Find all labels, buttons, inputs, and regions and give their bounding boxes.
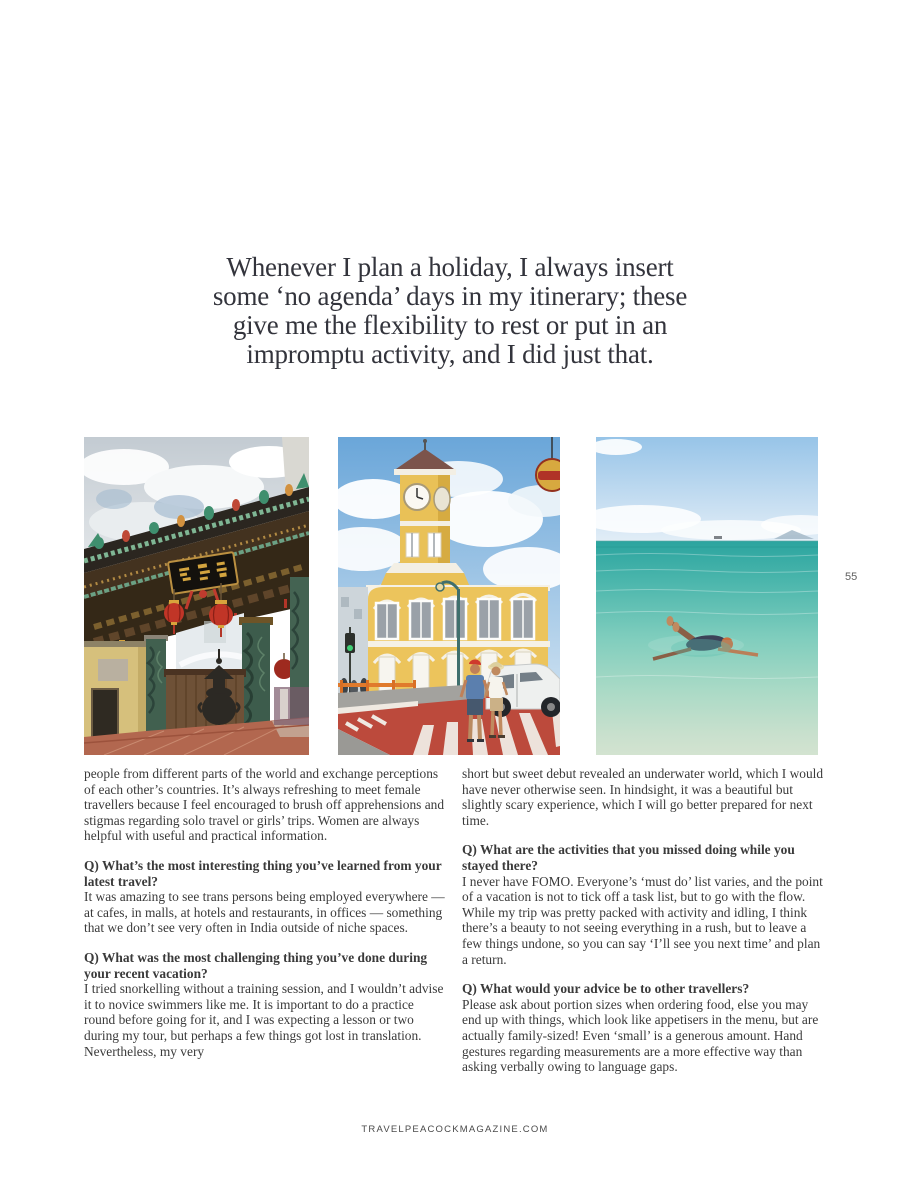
answer: I never have FOMO. Everyone’s ‘must do’ list varies, and the point of a vacation is not to tick off a task list, but to go with the flow. While my trip was pretty packed with activity and idling, I think there’s a beauty to not seeing everything in a rush, but to leave a few things undone, so you can say ‘I’ll see you next time’ and plan a return. bbox=[462, 873, 823, 967]
answer: It was amazing to see trans persons being employed everywhere — at cafes, in malls, at hotels and restaurants, in offices — something that we don’t see very often in India outside of niche spaces. bbox=[84, 889, 445, 936]
qa-block bbox=[84, 950, 448, 1059]
pull-quote bbox=[160, 253, 740, 369]
question: Q) What would your advice be to other travellers? bbox=[462, 981, 750, 997]
qa-block bbox=[462, 981, 826, 1075]
floating-sea-illustration bbox=[596, 437, 818, 755]
page-number: 55 bbox=[845, 571, 858, 583]
question: Q) What are the activities that you missed doing while you stayed there? bbox=[462, 842, 795, 873]
article-body bbox=[84, 766, 826, 1089]
answer: Please ask about portion sizes when ordering food, else you may end up with things, which look like appetisers in the menu, but are actually family-sized! Even ‘small’ is a generous amount. Hand gestures regarding measurements are a more effective way than asking verbally owing to language gaps. bbox=[462, 996, 819, 1075]
pull-quote-line: impromptu activity, and I did just that. bbox=[246, 339, 654, 369]
photo-floating-sea bbox=[596, 437, 818, 755]
temple-gate-illustration bbox=[84, 437, 309, 755]
clock-tower-illustration bbox=[338, 437, 560, 755]
magazine-website-footer: TRAVELPEACOCKMAGAZINE.COM bbox=[361, 1124, 549, 1135]
photo-temple-gate bbox=[84, 437, 309, 755]
qa-block bbox=[462, 842, 826, 967]
pull-quote-line: some ‘no agenda’ days in my itinerary; these bbox=[212, 281, 688, 311]
pull-quote-line: give me the flexibility to rest or put in an bbox=[232, 310, 668, 340]
paragraph: short but sweet debut revealed an underwater world, which I would have never otherwise seen. In hindsight, it was a beautiful but slightly scary experience, which I will go better prepared for next time. bbox=[462, 766, 824, 828]
answer: I tried snorkelling without a training session, and I wouldn’t advise it to novice swimmers like me. It is important to do a practice round before going for it, and I was expecting a lesson or two during my tour, but perhaps a few things got lost in translation. Nevertheless, my very bbox=[84, 981, 444, 1059]
street-shops bbox=[274, 687, 309, 725]
question: Q) What was the most challenging thing you’ve done during your recent vacation? bbox=[84, 949, 428, 981]
pull-quote-line: Whenever I plan a holiday, I always insert bbox=[226, 252, 674, 282]
question: Q) What’s the most interesting thing you’ve learned from your latest travel? bbox=[84, 857, 442, 889]
qa-block bbox=[84, 858, 448, 936]
article-column-right bbox=[462, 766, 826, 1089]
distant-boat bbox=[714, 536, 722, 539]
photo-clock-tower bbox=[338, 437, 560, 755]
article-column-left bbox=[84, 766, 448, 1089]
paragraph: people from different parts of the world and exchange perceptions of each other’s countries. It’s always refreshing to meet female travellers because I feel encouraged to brush off apprehensions and stigmas regarding solo travel or girls’ trips. Women are always helpful with useful and practical information. bbox=[84, 766, 445, 844]
